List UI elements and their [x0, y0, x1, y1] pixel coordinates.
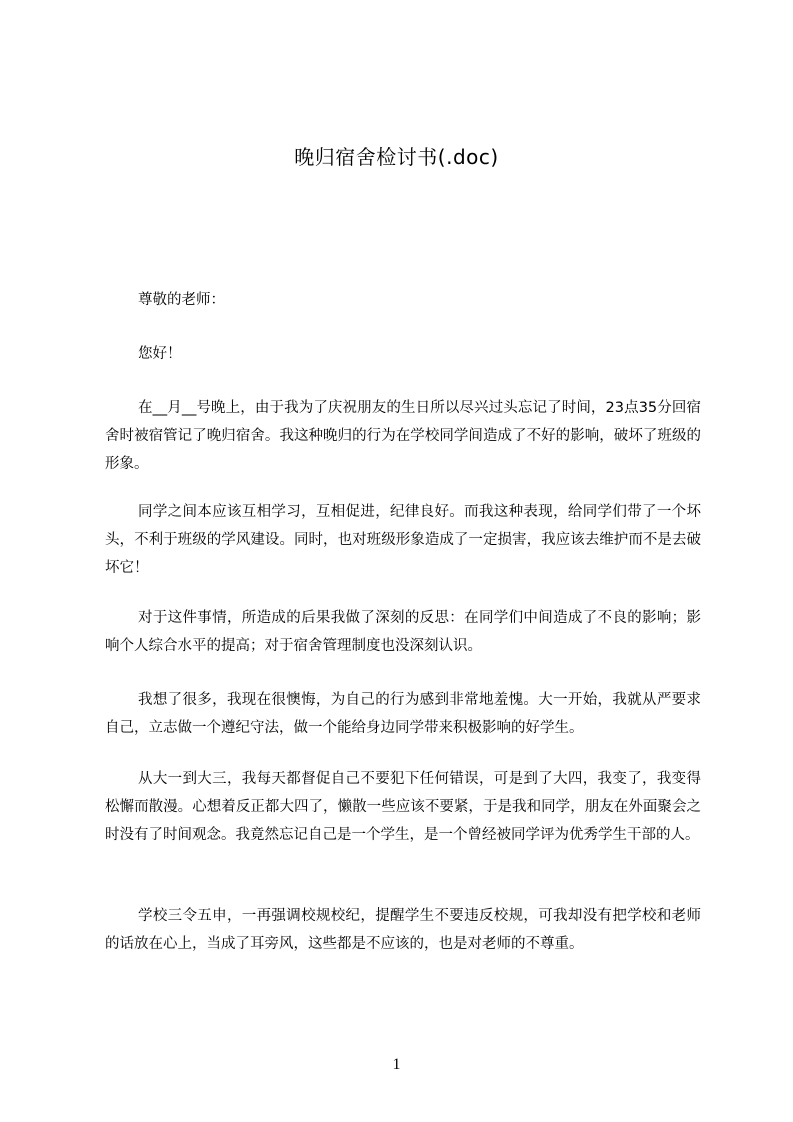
greeting: 您好！: [138, 346, 182, 362]
paragraph: 学校三令五申，一再强调校规校纪，提醒学生不要违反校规，可我却没有把学校和老师的话放在心上，当成了耳旁风，这些都是不应该的，也是对老师的不尊重。: [105, 908, 701, 952]
paragraph: 对于这件事情，所造成的后果我做了深刻的反思：在同学们中间造成了不良的影响；影响个人综合水平的提高；对于宿舍管理制度也没深刻认识。: [105, 610, 701, 654]
page-number: 1: [392, 1056, 401, 1073]
salutation: 尊敬的老师：: [138, 292, 225, 308]
paragraph: 在__月__号晚上，由于我为了庆祝朋友的生日所以尽兴过头忘记了时间，23点35分回宿舍时被宿管记了晚归宿舍。我这种晚归的行为在学校同学间造成了不好的影响，破坏了班级的形象。: [105, 400, 701, 472]
paragraph: 我想了很多，我现在很懊悔，为自己的行为感到非常地羞愧。大一开始，我就从严要求自己，立志做一个遵纪守法，做一个能给身边同学带来积极影响的好学生。: [105, 692, 701, 736]
document-title: 晚归宿舍检讨书(.doc): [294, 145, 499, 169]
paragraph: 从大一到大三，我每天都督促自己不要犯下任何错误，可是到了大四，我变了，我变得松懈而散漫。心想着反正都大四了，懒散一些应该不要紧，于是我和同学，朋友在外面聚会之时没有了时间观念。我竟然忘记自己是一个学生，是一个曾经被同学评为优秀学生干部的人。: [105, 771, 701, 843]
paragraph: 同学之间本应该互相学习，互相促进，纪律良好。而我这种表现，给同学们带了一个坏头，不利于班级的学风建设。同时，也对班级形象造成了一定损害，我应该去维护而不是去破坏它！: [105, 504, 701, 576]
